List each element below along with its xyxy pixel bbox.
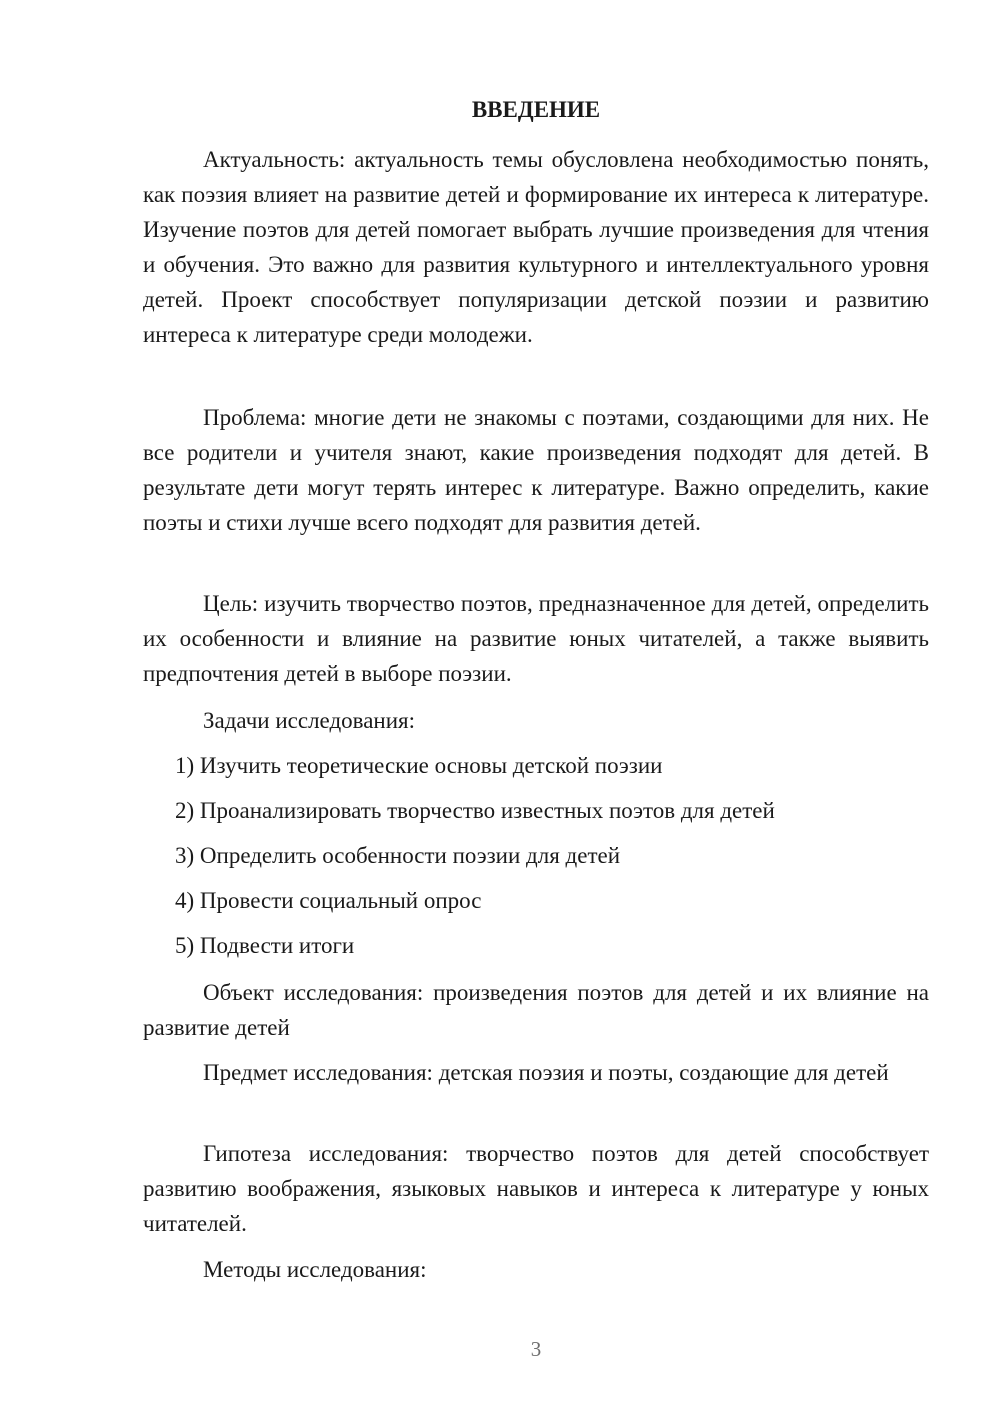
tasks-heading: Задачи исследования: — [203, 708, 416, 733]
task-item: 2) Проанализировать творчество известных поэтов для детей — [175, 798, 775, 823]
page-number: 3 — [530, 1337, 542, 1361]
section-heading: ВВЕДЕНИЕ — [471, 97, 601, 122]
paragraph-subject: Предмет исследования: детская поэзия и поэты, создающие для детей — [203, 1060, 889, 1085]
paragraph-hypothesis: Гипотеза исследования: творчество поэтов для детей способствует развитию воображения, языковых навыков и интереса к литературе у юных читателей. — [143, 1141, 929, 1236]
methods-heading: Методы исследования: — [203, 1257, 427, 1282]
task-item: 1) Изучить теоретические основы детской поэзии — [175, 753, 663, 778]
paragraph-problem: Проблема: многие дети не знакомы с поэтами, создающими для них. Не все родители и учителя знают, какие произведения подходят для детей. В результате дети могут терять интерес к литературе. Важно определить, какие поэты и стихи лучше всего подходят для развития детей. — [143, 405, 929, 535]
task-item: 4) Провести социальный опрос — [175, 888, 482, 913]
paragraph-goal: Цель: изучить творчество поэтов, предназначенное для детей, определить их особенности и влияние на развитие юных читателей, а также выявить предпочтения детей в выборе поэзии. — [143, 591, 929, 686]
paragraph-object: Объект исследования: произведения поэтов для детей и их влияние на развитие детей — [143, 980, 929, 1040]
task-item: 5) Подвести итоги — [175, 933, 355, 958]
paragraph-relevance: Актуальность: актуальность темы обусловлена необходимостью понять, как поэзия влияет на развитие детей и формирование их интереса к литературе. Изучение поэтов для детей помогает выбрать лучшие произведения для чтения и обучения. Это важно для развития культурного и интеллектуального уровня детей. Проект способствует популяризации детской поэзии и развитию интереса к литературе среди молодежи. — [143, 147, 929, 347]
task-item: 3) Определить особенности поэзии для детей — [175, 843, 621, 868]
